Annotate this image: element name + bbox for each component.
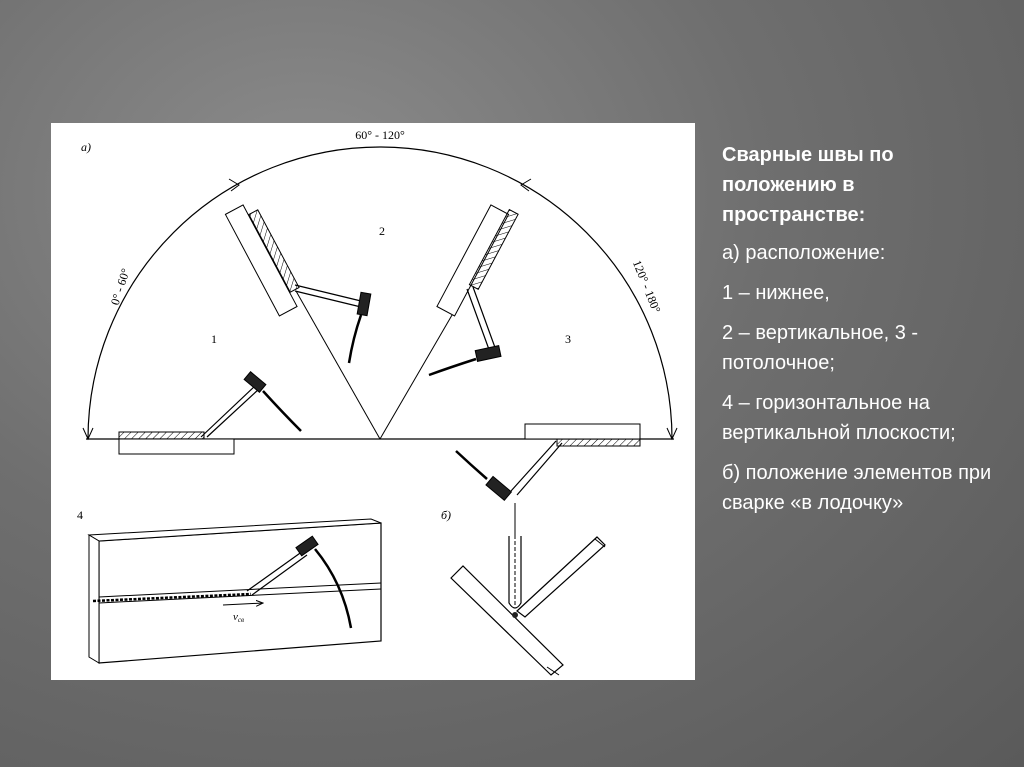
- position-1-flat: [119, 372, 301, 454]
- description-text: [722, 140, 997, 528]
- position-overhead-right: [456, 424, 640, 500]
- description-item-4: 4 – горизонтальное на вертикальной плоскости;: [722, 392, 956, 444]
- arc-tick-left: [229, 179, 239, 191]
- zone-label-1: 1: [211, 332, 217, 346]
- arc-tick-right: [521, 179, 531, 191]
- position-2-vertical: [225, 205, 370, 363]
- label-b: б): [441, 508, 452, 522]
- description-item-b: б) положение элементов при сварке «в лодочку»: [722, 462, 992, 514]
- description-item-2-3: 2 – вертикальное, 3 - потолочное;: [722, 322, 919, 374]
- arc-label-left: 0° - 60°: [107, 266, 133, 307]
- arc-label-right: 120° - 180°: [629, 258, 664, 315]
- label-4: 4: [77, 508, 83, 522]
- zone-label-2: 2: [379, 224, 385, 238]
- welding-positions-figure: [51, 123, 695, 680]
- position-3-overhead: [429, 205, 518, 375]
- plate-right: [517, 537, 605, 617]
- plate-side: [89, 535, 99, 663]
- zone-label-3: 3: [565, 332, 571, 346]
- description-title: Сварные швы по положению в пространстве:: [722, 144, 894, 226]
- plate-left: [451, 566, 563, 675]
- weld-root: [512, 612, 518, 618]
- diagram-4: [77, 508, 381, 663]
- description-item-1: 1 – нижнее,: [722, 282, 830, 304]
- arc-label-top: 60° - 120°: [355, 128, 405, 142]
- description-item-a: а) расположение:: [722, 242, 886, 264]
- plate-front: [99, 523, 381, 663]
- angle-arc: [88, 147, 672, 439]
- diagram-a: [81, 128, 677, 500]
- diagram-b: [441, 503, 605, 675]
- speed-label: vсв: [233, 611, 245, 624]
- label-a: a): [81, 140, 91, 154]
